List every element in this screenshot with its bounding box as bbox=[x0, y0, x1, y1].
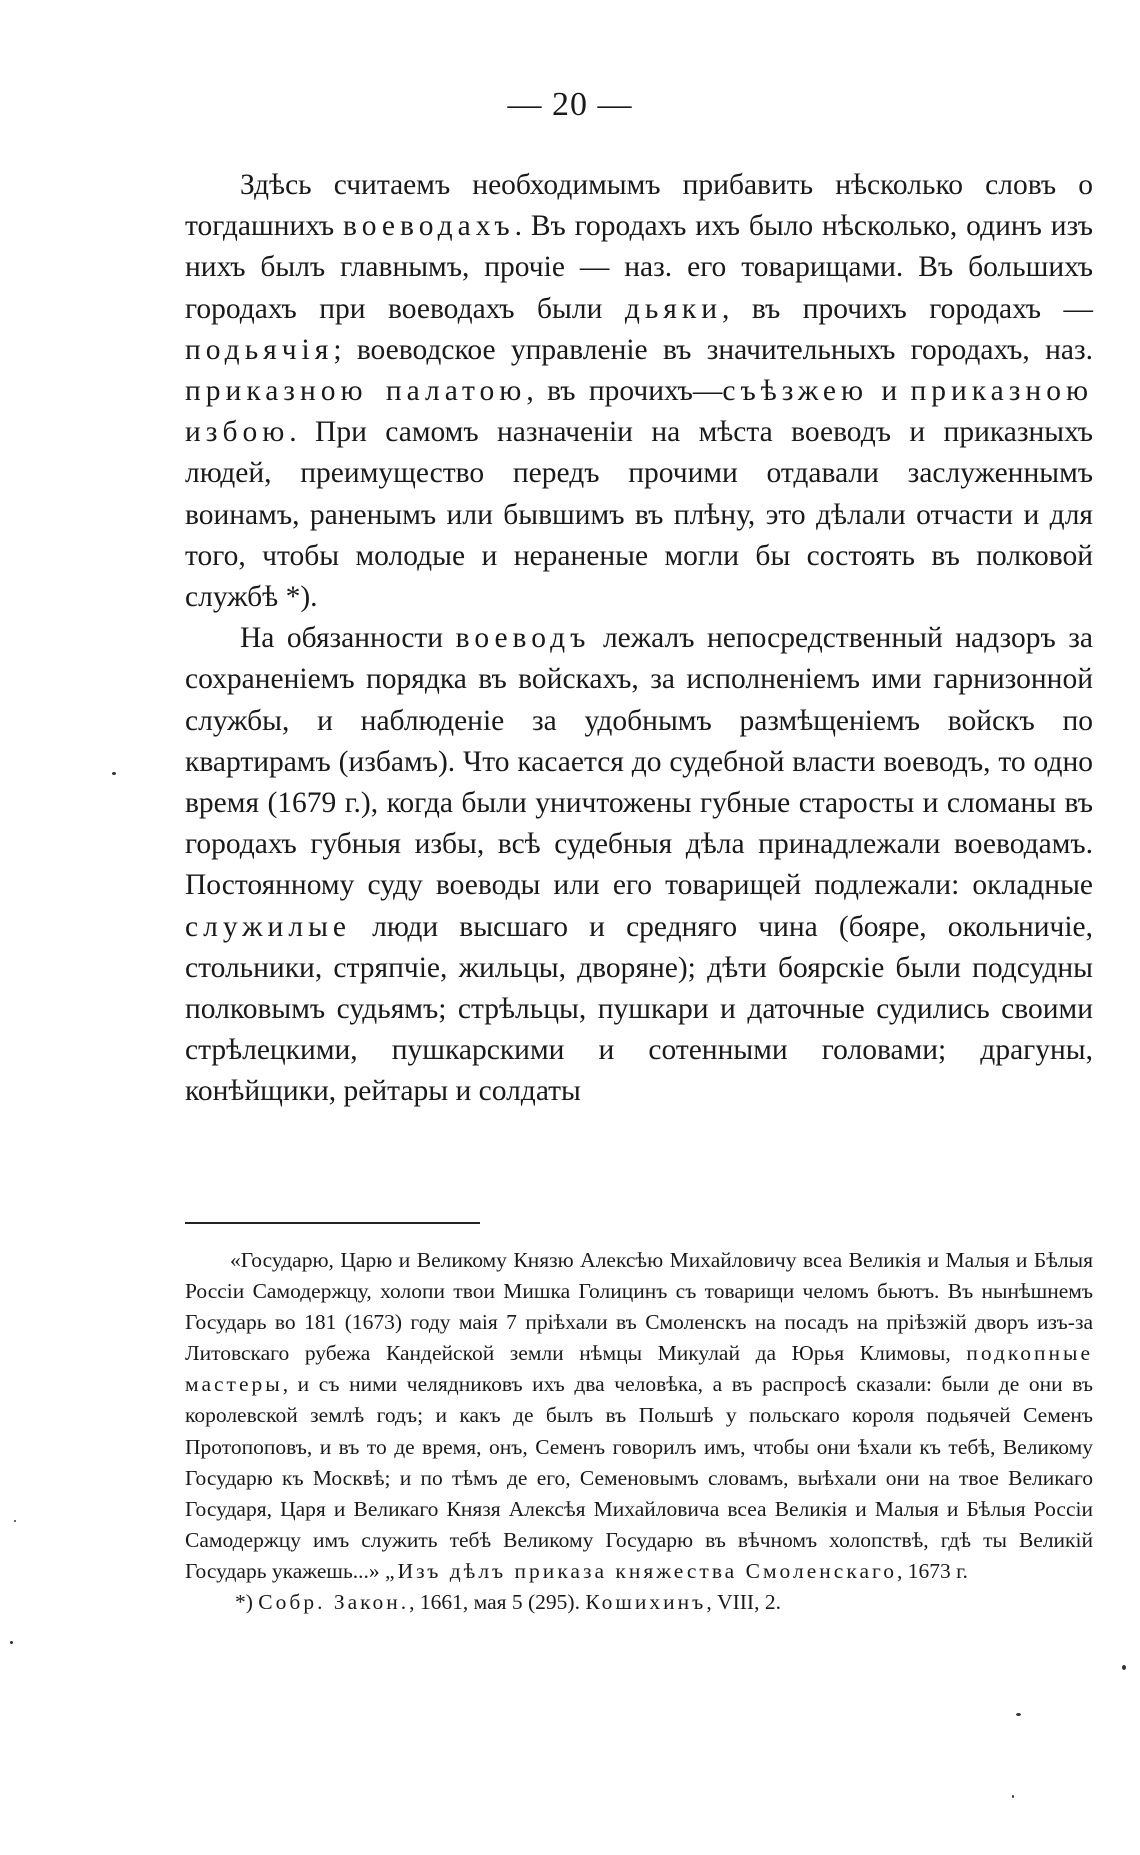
paragraph-1 bbox=[185, 165, 1093, 618]
footnote-1-text-2: , и съ ними челядниковъ ихъ два человѣка, а въ распросѣ сказали: были де они въ королевской землѣ годъ; и какъ де былъ въ Польшѣ у польскаго короля подьячей Семенъ Протопоповъ, и въ то де время, онъ, Семенъ говорилъ имъ, чтобы они ѣхали къ тебѣ, Великому Государю къ Москвѣ; и по тѣмъ де его, Семеновымъ словамъ, выѣхали они на твое Великаго Государя, Царя и Великаго Князя Алексѣя Михайловича всеа Великія и Малыя и Бѣлыя Россіи Самодержцу имъ служить тебѣ Великому Государю въ вѣчномъ холопствѣ, гдѣ ты Великій Государь укажешь...» bbox=[185, 1372, 1093, 1583]
paragraph-1-text-6: и bbox=[868, 375, 911, 408]
footnote-1-text-3: , 1673 г. bbox=[897, 1558, 968, 1583]
paragraph-2 bbox=[185, 618, 1093, 1112]
scan-speck bbox=[10, 1641, 13, 1644]
spaced-term-source: „Изъ дѣлъ приказа княжества Смоленскаго bbox=[385, 1558, 898, 1583]
spaced-term-prikaznaya-palata: приказною палатою bbox=[185, 375, 527, 408]
spaced-term-koshikhin: Кошихинъ bbox=[585, 1590, 707, 1615]
scan-speck bbox=[1016, 1713, 1021, 1716]
footnote-reference bbox=[185, 1587, 1093, 1618]
spaced-term-syezzhaya: съѣзжею bbox=[722, 375, 868, 408]
scan-speck bbox=[1122, 1665, 1126, 1670]
spaced-term-dyaki: дьяки bbox=[624, 292, 722, 325]
spaced-term-voevodakh: воеводахъ bbox=[343, 210, 515, 243]
footnotes bbox=[185, 1245, 1093, 1618]
paragraph-1-text-7: . При самомъ назначеніи на мѣста воеводъ и приказныхъ людей, преимущество передъ прочими отдавали заслуженнымъ воинамъ, раненымъ или бывшимъ въ плѣну, это дѣлали отчасти и для того, чтобы молодые и нераненые могли бы состоять въ полковой службѣ *). bbox=[185, 416, 1093, 614]
footnote-2-text-2: , 1661, мая 5 (295). bbox=[409, 1590, 586, 1615]
paragraph-2-text-1: На обязанности bbox=[240, 622, 456, 655]
paragraph-1-text-4: ; воеводское управленіе въ значительныхъ городахъ, наз. bbox=[333, 333, 1093, 366]
spaced-term-sobr-zakon: Собр. Закон. bbox=[258, 1590, 410, 1615]
footnote-quote bbox=[185, 1245, 1093, 1587]
paragraph-1-text-3: , въ прочихъ городахъ — bbox=[722, 292, 1093, 325]
paragraph-1-text-2: . Въ городахъ ихъ было нѣсколько, одинъ изъ нихъ былъ главнымъ, прочіе — наз. его товарищами. Въ большихъ городахъ при воеводахъ были bbox=[185, 210, 1093, 325]
main-text bbox=[185, 165, 1093, 1113]
footnote-2-text-1: *) bbox=[235, 1590, 259, 1615]
paragraph-2-text-3: люди высшаго и средняго чина (бояре, окольничіе, стольники, стряпчіе, жильцы, дворяне); дѣти боярскіе были подсудны полковымъ судьямъ; стрѣльцы, пушкари и даточные судились своими стрѣлецкими, пушкарскими и сотенными головами; драгуны, конѣйщики, рейтары и солдаты bbox=[185, 910, 1093, 1108]
scan-speck bbox=[1012, 1795, 1014, 1798]
footnote-2-text-3: , VIII, 2. bbox=[706, 1590, 781, 1615]
paragraph-1-text-1: Здѣсь считаемъ необходимымъ прибавить нѣсколько словъ о тогдашнихъ bbox=[185, 169, 1093, 243]
spaced-term-podyachiya: подьячія bbox=[185, 333, 334, 366]
footnote-divider bbox=[185, 1222, 480, 1224]
paragraph-1-text-5: , въ прочихъ— bbox=[526, 375, 723, 408]
page-number: — 20 — bbox=[507, 86, 633, 123]
paragraph-2-text-2: лежалъ непосредственный надзоръ за сохраненіемъ порядка въ войскахъ, за исполненіемъ ими гарнизонной службы, и наблюденіе за удобнымъ размѣщеніемъ войскъ по квартирамъ (избамъ). Что касается до судебной власти воеводъ, то одно время (1679 г.), когда были уничтожены губные старосты и сломаны въ городахъ губныя избы, всѣ судебныя дѣла принадлежали воеводамъ. Постоянному суду воеводы или его товарищей подлежали: окладные bbox=[185, 622, 1093, 902]
footnote-1-text-1: «Государю, Царю и Великому Князю Алексѣю Михайловичу всеа Великія и Малыя и Бѣлыя Россіи Самодержцу, холопи твои Мишка Голицинъ съ товарищи челомъ бьютъ. Въ нынѣшнемъ Государь во 181 (1673) году маія 7 пріѣхали въ Смоленскъ на посадъ на пріѣзжій дворъ изъ-за Литовскаго рубежа Кандейской земли нѣмцы Микулай да Юрья Климовы, bbox=[185, 1248, 1093, 1366]
spaced-term-podkopnye-mastery: подкопные мастеры bbox=[185, 1341, 1093, 1397]
spaced-term-sluzhilye: служилые bbox=[185, 910, 351, 943]
scan-speck bbox=[14, 1520, 16, 1522]
spaced-term-voevod: воеводъ bbox=[455, 622, 591, 655]
spaced-term-prikaznaya-izba: приказною избою bbox=[185, 375, 1093, 449]
scan-speck bbox=[112, 772, 116, 775]
